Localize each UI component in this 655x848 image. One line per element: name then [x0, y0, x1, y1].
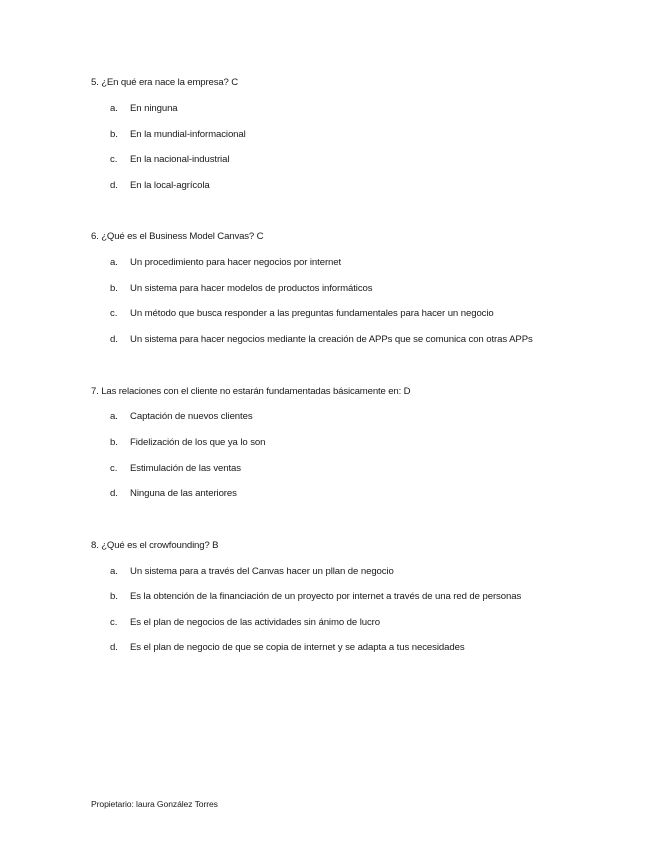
question-7-option-d: [110, 488, 237, 500]
option-text: Ninguna de las anteriores: [130, 488, 237, 499]
option-letter: d.: [110, 488, 118, 499]
question-7: 7. Las relaciones con el cliente no estarán fundamentadas básicamente en: D: [91, 386, 411, 397]
option-letter: a.: [110, 411, 118, 422]
question-7-option-b: [110, 437, 265, 449]
option-text: En la local-agrícola: [130, 180, 210, 191]
option-letter: c.: [110, 154, 118, 165]
question-5-option-b: [110, 129, 246, 141]
option-text: Un método que busca responder a las preguntas fundamentales para hacer un negocio: [130, 308, 494, 319]
question-5: 5. ¿En qué era nace la empresa? C: [91, 77, 239, 88]
option-text: En la nacional-industrial: [130, 154, 230, 165]
option-letter: a.: [110, 566, 118, 577]
option-letter: b.: [110, 283, 118, 294]
option-text: Captación de nuevos clientes: [130, 411, 253, 422]
option-text: Un sistema para a través del Canvas hacer un pllan de negocio: [130, 566, 394, 577]
option-letter: d.: [110, 180, 118, 191]
option-letter: b.: [110, 437, 118, 448]
question-6-option-d: [110, 334, 533, 346]
option-text: Es el plan de negocio de que se copia de internet y se adapta a tus necesidades: [130, 642, 465, 653]
option-letter: a.: [110, 103, 118, 114]
option-text: Un procedimiento para hacer negocios por internet: [130, 257, 342, 268]
option-text: Fidelización de los que ya lo son: [130, 437, 266, 448]
question-5-option-c: [110, 154, 229, 166]
option-text: En ninguna: [130, 103, 178, 114]
option-text: Un sistema para hacer modelos de productos informáticos: [130, 283, 373, 294]
question-5-option-a: [110, 103, 178, 115]
option-text: Un sistema para hacer negocios mediante la creación de APPs que se comunica con otras APPs: [130, 334, 533, 345]
option-text: En la mundial-informacional: [130, 129, 246, 140]
question-8-option-c: [110, 617, 380, 629]
option-text: Es el plan de negocios de las actividades sin ánimo de lucro: [130, 617, 380, 628]
document-footer: Propietario: laura González Torres: [91, 799, 218, 809]
question-8: 8. ¿Qué es el crowfounding? B: [91, 540, 219, 551]
option-letter: b.: [110, 591, 118, 602]
option-text: Estimulación de las ventas: [130, 463, 241, 474]
question-7-option-a: [110, 411, 253, 423]
question-6-option-a: [110, 257, 341, 269]
option-letter: a.: [110, 257, 118, 268]
question-6: 6. ¿Qué es el Business Model Canvas? C: [91, 231, 264, 242]
question-7-option-c: [110, 463, 241, 475]
option-letter: d.: [110, 642, 118, 653]
question-8-option-d: [110, 642, 465, 654]
question-6-option-c: [110, 308, 494, 320]
option-letter: c.: [110, 617, 118, 628]
option-letter: d.: [110, 334, 118, 345]
option-letter: b.: [110, 129, 118, 140]
question-8-option-b: [110, 591, 521, 603]
question-8-option-a: [110, 566, 394, 578]
option-letter: c.: [110, 308, 118, 319]
question-5-option-d: [110, 180, 210, 192]
question-6-option-b: [110, 283, 372, 295]
option-letter: c.: [110, 463, 118, 474]
option-text: Es la obtención de la financiación de un proyecto por internet a través de una red de personas: [130, 591, 522, 602]
